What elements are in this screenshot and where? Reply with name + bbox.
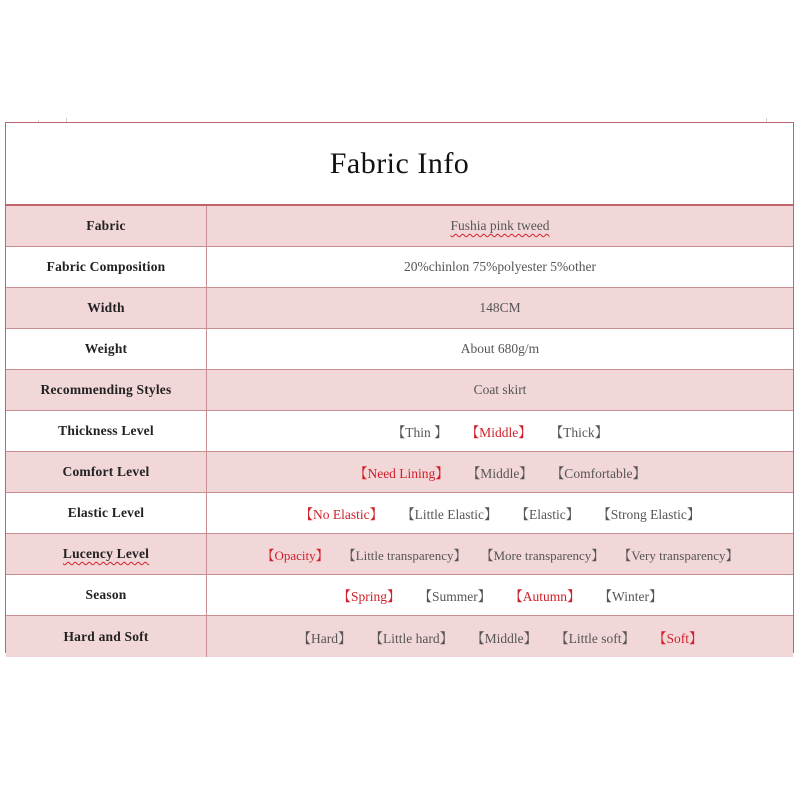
row-value: 20%chinlon 75%polyester 5%other <box>404 259 596 274</box>
option: 【Middle】 <box>466 466 533 481</box>
row-label: Recommending Styles <box>6 370 207 410</box>
row-label: Weight <box>6 329 207 369</box>
title-row <box>6 123 793 206</box>
table-row <box>6 452 793 493</box>
row-label <box>6 534 207 574</box>
row-options <box>207 452 793 492</box>
table-row <box>6 370 793 411</box>
row-label: Fabric Composition <box>6 247 207 287</box>
row-value: Coat skirt <box>473 382 527 397</box>
row-label: Hard and Soft <box>6 616 207 657</box>
table-row <box>6 247 793 288</box>
option-selected: 【Soft】 <box>652 630 703 646</box>
row-label: Thickness Level <box>6 411 207 451</box>
option: 【Winter】 <box>598 589 663 604</box>
row-label: Width <box>6 288 207 328</box>
option-selected: 【No Elastic】 <box>299 507 384 522</box>
option: 【Little Elastic】 <box>401 507 498 522</box>
lucency-label: Lucency Level <box>62 546 150 561</box>
table-row <box>6 288 793 329</box>
fabric-value: Fushia pink tweed <box>450 218 550 233</box>
table-row <box>6 575 793 616</box>
option-selected: 【Need Lining】 <box>353 466 449 481</box>
row-options <box>207 411 793 451</box>
table-row <box>6 411 793 452</box>
option-selected: 【Opacity】 <box>261 547 329 563</box>
option: 【Hard】 <box>297 630 352 646</box>
option: 【Comfortable】 <box>550 466 647 481</box>
row-options <box>207 616 793 657</box>
row-options <box>207 493 793 533</box>
row-label: Fabric <box>6 206 207 246</box>
table-row <box>6 616 793 657</box>
fabric-info-table <box>5 122 794 653</box>
option: 【Little hard】 <box>369 630 454 646</box>
option-selected: 【Spring】 <box>337 589 401 604</box>
option-selected: 【Middle】 <box>465 425 532 440</box>
row-label: Elastic Level <box>6 493 207 533</box>
row-label: Comfort Level <box>6 452 207 492</box>
page-title: Fabric Info <box>329 146 470 180</box>
row-value: About 680g/m <box>460 341 540 356</box>
row-value: 148CM <box>479 300 521 315</box>
option: 【Very transparency】 <box>618 547 739 563</box>
option: 【More transparency】 <box>480 547 605 563</box>
option: 【Thick】 <box>549 425 609 440</box>
option: 【Summer】 <box>418 589 492 604</box>
table-row <box>6 206 793 247</box>
table-row <box>6 329 793 370</box>
row-value <box>207 206 793 246</box>
option: 【Elastic】 <box>515 507 580 522</box>
row-label: Season <box>6 575 207 615</box>
option: 【Strong Elastic】 <box>597 507 701 522</box>
option: 【Little transparency】 <box>342 547 467 563</box>
option: 【Thin 】 <box>391 425 448 440</box>
row-options <box>207 534 793 574</box>
option: 【Little soft】 <box>555 630 635 646</box>
table-row <box>6 534 793 575</box>
row-options <box>207 575 793 615</box>
table-row <box>6 493 793 534</box>
option-selected: 【Autumn】 <box>509 589 581 604</box>
option: 【Middle】 <box>471 630 538 646</box>
